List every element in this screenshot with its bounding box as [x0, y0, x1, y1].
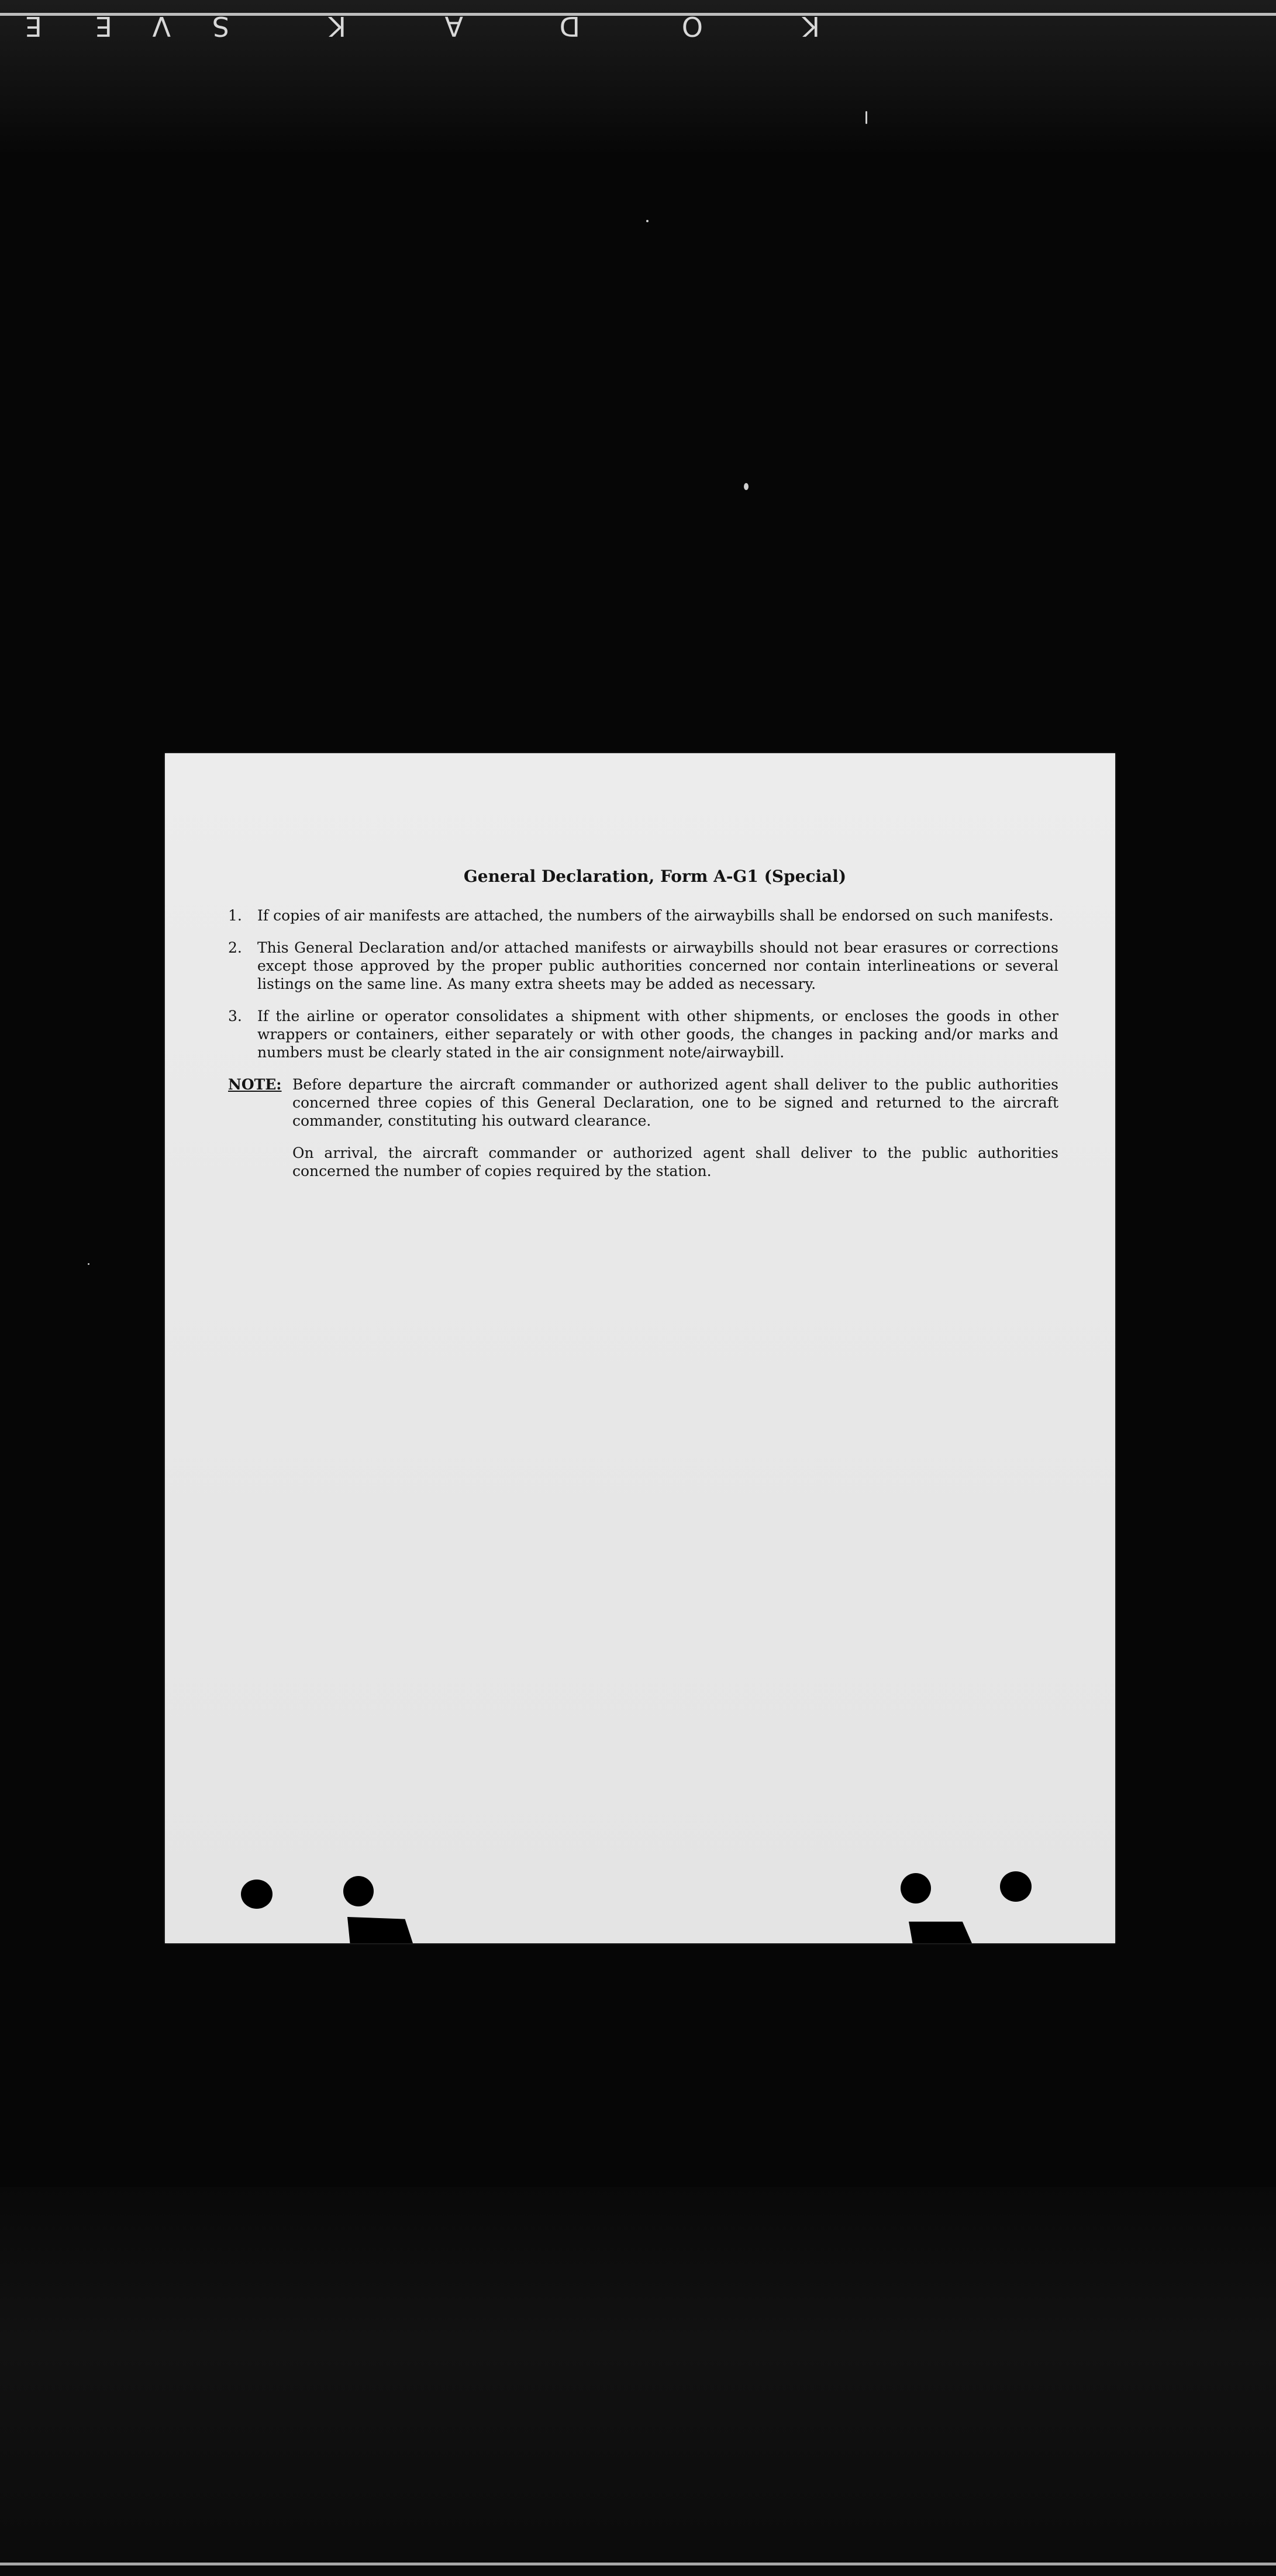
edge-letter: E — [22, 11, 42, 42]
instruction-item-3 — [228, 1007, 1058, 1061]
item-text: This General Declaration and/or attached manifests or airwaybills should not bear erasures or corrections except those approved by the proper public authorities concerned nor contain interlineations or several listings on the same line. As many extra sheets may be added as necessary. — [257, 939, 1058, 992]
punch-hole — [241, 1880, 273, 1909]
dust-speck — [646, 220, 649, 222]
film-bottom-band — [0, 2187, 1276, 2576]
instruction-item-2 — [228, 939, 1058, 993]
document-page — [165, 753, 1115, 1943]
dust-speck — [744, 483, 749, 490]
dust-speck — [865, 111, 867, 124]
edge-letter: K — [326, 11, 346, 42]
document-content — [228, 867, 1058, 1208]
film-edge-print — [0, 7, 1276, 42]
document-title: General Declaration, Form A-G1 (Special) — [463, 867, 847, 886]
punch-hole — [1000, 1871, 1032, 1902]
item-number: 3. — [228, 1008, 242, 1025]
item-text: If copies of air manifests are attached, the numbers of the airwaybills shall be endorsed on such manifests. — [257, 907, 1054, 924]
instruction-item-1 — [228, 906, 1058, 925]
punch-hole — [901, 1873, 931, 1903]
item-number: 2. — [228, 939, 242, 956]
item-number: 1. — [228, 907, 242, 924]
edge-letter: E — [92, 11, 112, 42]
edge-letter: K — [799, 11, 820, 42]
edge-letter: D — [557, 11, 580, 42]
film-bottom-edge-line — [0, 2563, 1276, 2565]
binding-clip — [347, 1917, 413, 1943]
note-label: NOTE: — [228, 1076, 282, 1093]
note-paragraph: On arrival, the aircraft commander or authorized agent shall deliver to the public authorities concerned the number of copies required by the station. — [292, 1144, 1058, 1180]
note-body — [292, 1075, 1058, 1194]
binding-clip — [909, 1922, 972, 1943]
item-text: If the airline or operator consolidates a shipment with other shipments, or encloses the goods in other wrappers or containers, either separately or with other goods, the changes in packing and/or marks and numbers must be clearly stated in the air consignment note/airwaybill. — [257, 1008, 1058, 1061]
punch-hole — [343, 1876, 374, 1906]
dust-speck — [88, 1263, 89, 1265]
edge-letter: O — [679, 11, 703, 42]
edge-letter: V — [150, 11, 171, 42]
edge-letter: A — [442, 11, 463, 42]
note-section — [228, 1075, 1058, 1194]
edge-letter: S — [209, 11, 229, 42]
note-paragraph: Before departure the aircraft commander or authorized agent shall deliver to the public authorities concerned three copies of this General Declaration, one to be signed and returned to the aircraft commander, constituting his outward clearance. — [292, 1076, 1058, 1129]
